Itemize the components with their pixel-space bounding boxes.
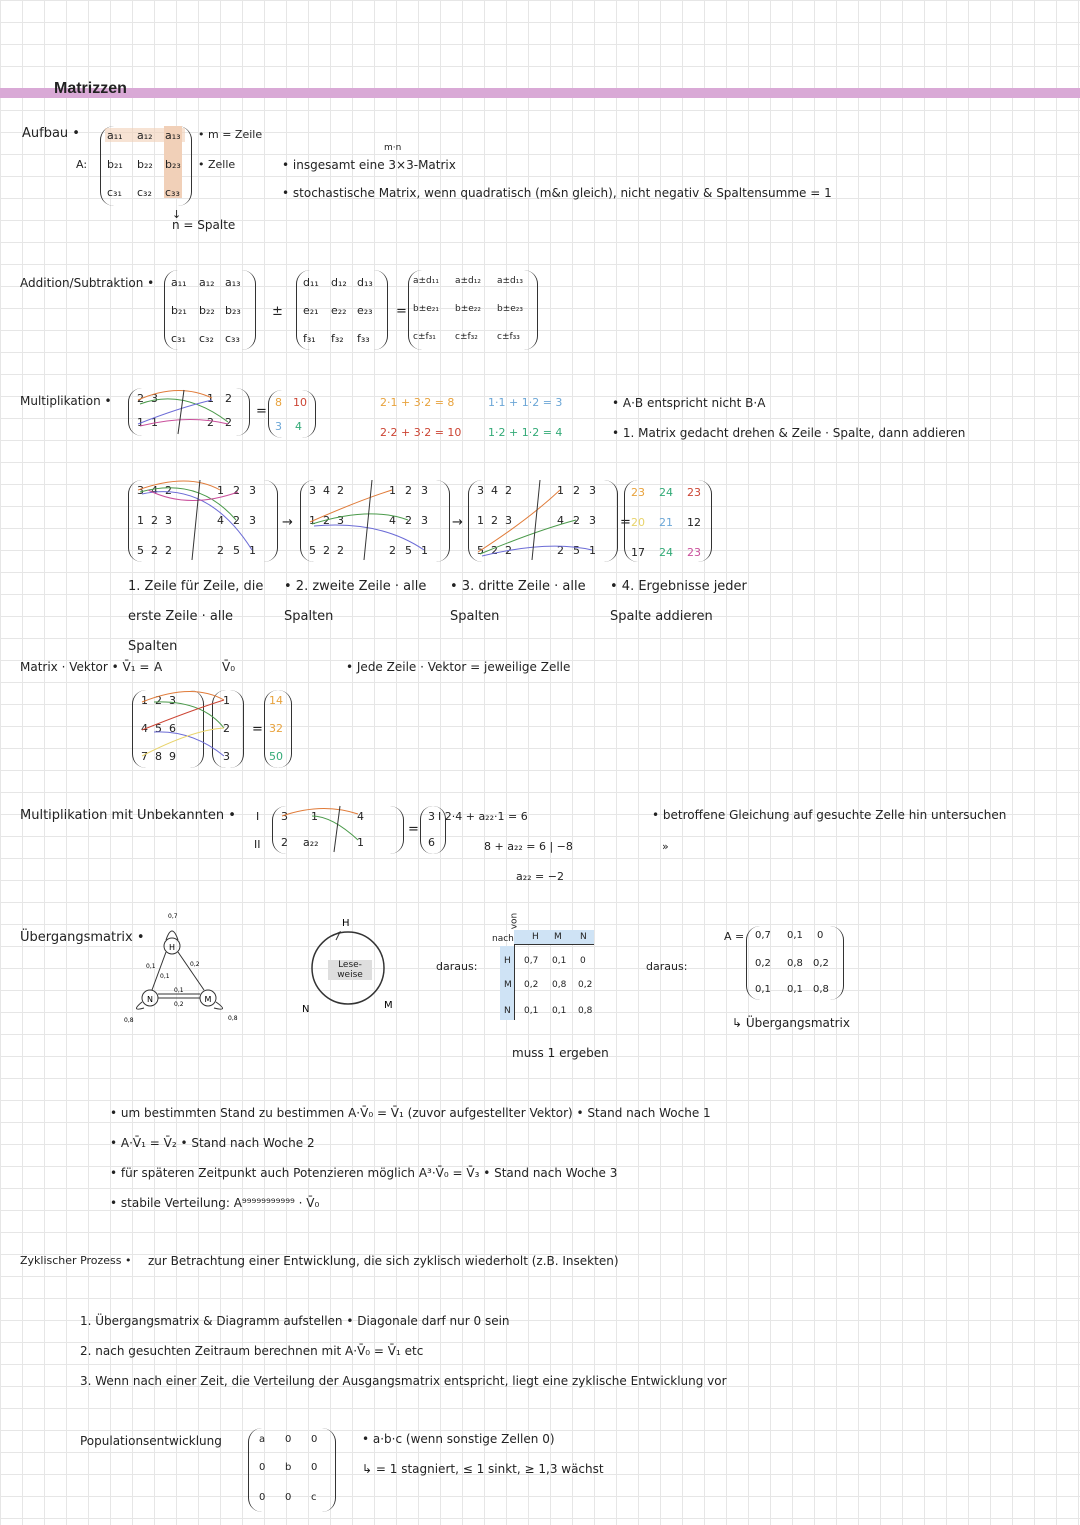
row-label: N [504, 1006, 511, 1016]
cell: 2 [217, 544, 224, 557]
cell: 0,7 [755, 930, 771, 941]
table-vline [514, 944, 515, 1020]
cell: 20 [631, 516, 645, 529]
vektor-a-label: A [154, 660, 163, 674]
cell: 4 [557, 514, 564, 527]
cell: 0,1 [787, 930, 803, 941]
cell: 2 [225, 416, 232, 429]
stand-line-4: • stabile Verteilung: A⁹⁹⁹⁹⁹⁹⁹⁹⁹⁹⁹ · V̄₀ [110, 1196, 320, 1210]
cell: 3 [309, 484, 316, 497]
population-label: Populationsentwicklung [80, 1434, 222, 1448]
cell: 0 [580, 956, 586, 966]
equation-2: 8 + a₂₂ = 6 | −8 [484, 840, 573, 853]
aufbau-matrix [100, 126, 192, 206]
equation-3: a₂₂ = −2 [516, 870, 564, 883]
stand-line-2: • A·V̄₁ = V̄₂ • Stand nach Woche 2 [110, 1136, 315, 1150]
cell: d₁₃ [357, 276, 373, 289]
cell: c₃₁ [171, 332, 186, 345]
cell: a±d₁₃ [497, 276, 523, 286]
cell: 3 [421, 484, 428, 497]
cell: f₃₂ [331, 332, 344, 345]
cell: b [285, 1462, 292, 1473]
vektor-result [264, 690, 292, 768]
cell: c [311, 1492, 317, 1503]
a-matrix [746, 926, 844, 1000]
cell: 23 [687, 546, 701, 559]
cell: 0,1 [552, 956, 567, 966]
cell: a [259, 1434, 266, 1445]
cell: 2 [405, 514, 412, 527]
cell: 5 [477, 544, 484, 557]
mn-note: m·n [384, 143, 402, 153]
cell: 3 [169, 694, 176, 707]
mult-note-2: • 1. Matrix gedacht drehen & Zeile · Spalte, dann addieren [612, 426, 966, 440]
zyklisch-desc: zur Betrachtung einer Entwicklung, die sich zyklisch wiederholt (z.B. Insekten) [148, 1254, 619, 1268]
cell: 4 [217, 514, 224, 527]
cell: f₃₁ [303, 332, 316, 345]
cell: d₁₂ [331, 276, 347, 289]
arrow: → [452, 515, 463, 530]
uebergang-graph [120, 912, 250, 1022]
edge-label: 0,2 [174, 1001, 184, 1008]
vektor-label: Matrix · Vektor • V̄₁ = [20, 660, 150, 674]
cell: a₁₂ [199, 276, 215, 289]
cell: 1 [137, 514, 144, 527]
addition-matrix-1 [164, 270, 256, 350]
a-label: A = [724, 930, 745, 943]
cell: 1 [151, 416, 158, 429]
cell: 4 [151, 484, 158, 497]
cell: b₂₁ [171, 304, 187, 317]
page-title: Matrizzen [54, 80, 127, 97]
cell: 2 [137, 392, 144, 405]
daraus-label-2: daraus: [646, 960, 688, 973]
cell: 1 [389, 484, 396, 497]
cell: 2 [491, 544, 498, 557]
cell: 0 [259, 1492, 266, 1503]
cell: 2 [557, 544, 564, 557]
edge-label: 0,7 [168, 913, 178, 920]
edge-label: 0,1 [160, 973, 170, 980]
cell: 2 [223, 722, 230, 735]
cell: 5 [309, 544, 316, 557]
step-3-text: • 3. dritte Zeile · alle Spalten [450, 579, 586, 624]
cell: 2 [337, 484, 344, 497]
row-II: II [254, 838, 261, 851]
cell: 2 [151, 514, 158, 527]
result-3x3 [624, 480, 712, 562]
step2-arcs [300, 480, 448, 562]
cell: 1 [141, 694, 148, 707]
equals: = [396, 304, 407, 319]
cell: 1 [477, 514, 484, 527]
mult-equals: = [256, 404, 267, 419]
calc-4: 1·2 + 1·2 = 4 [488, 426, 563, 439]
calc-3: 1·1 + 1·2 = 3 [488, 396, 563, 409]
population-note-1: • a·b·c (wenn sonstige Zellen 0) [362, 1432, 555, 1446]
cell: 0 [311, 1462, 318, 1473]
node-label: N [147, 995, 153, 1004]
equals: = [252, 722, 263, 737]
cell: 12 [687, 516, 701, 529]
cell: e₂₂ [331, 304, 347, 317]
cell: 0 [285, 1434, 292, 1445]
population-matrix [248, 1428, 336, 1512]
cell: 21 [659, 516, 673, 529]
step3-arcs [468, 480, 616, 562]
step-2-text: • 2. zweite Zeile · alle Spalten [284, 579, 427, 624]
aufbau-note-2: • stochastische Matrix, wenn quadratisch (m&n gleich), nicht negativ & Spaltensumme = 1 [282, 186, 832, 200]
vektor-v0-label: V̄₀ [222, 660, 236, 674]
cell: e₂₃ [357, 304, 373, 317]
cell: 0,8 [578, 1006, 593, 1016]
node-label: H [168, 943, 176, 952]
cell: 2 [165, 544, 172, 557]
cell: 2 [505, 484, 512, 497]
cell: 2 [225, 392, 232, 405]
cell: b±e₂₁ [413, 304, 440, 314]
cell: 3 [477, 484, 484, 497]
cell: 4 [141, 722, 148, 735]
cell: a₂₂ [303, 836, 319, 849]
edge-label: 0,1 [146, 963, 156, 970]
stand-line-1: • um bestimmten Stand zu bestimmen A·V̄₀ = V̄₁ (zuvor aufgestellter Vektor) • Stand nach Woche 1 [110, 1106, 711, 1120]
cell: 3 [421, 514, 428, 527]
cell: 6 [169, 722, 176, 735]
cell: 10 [293, 396, 307, 409]
cell: 3 [275, 420, 282, 433]
cell: 0,1 [524, 1006, 539, 1016]
unbekannte-note: • betroffene Gleichung auf gesuchte Zelle hin untersuchen [652, 808, 1007, 822]
cell: 2 [389, 544, 396, 557]
cell: 2 [491, 514, 498, 527]
cell: 8 [155, 750, 162, 763]
cell: 3 [249, 514, 256, 527]
cell: 0,8 [813, 984, 829, 995]
cell: 5 [155, 722, 162, 735]
cell: a±d₁₁ [413, 276, 439, 286]
uebergang-table [492, 912, 602, 1028]
cell: 2 [505, 544, 512, 557]
equation-1: I 2·4 + a₂₂·1 = 6 [438, 810, 528, 823]
cell: b₂₂ [137, 158, 153, 171]
cell: c₃₂ [199, 332, 214, 345]
cell: 1 [207, 392, 214, 405]
cell: 0,2 [755, 958, 771, 969]
cell: c₃₁ [107, 186, 122, 199]
von-label: von [509, 912, 520, 930]
cell: 1 [223, 694, 230, 707]
cell: a₁₁ [107, 129, 123, 142]
aufbau-note-1: • insgesamt eine 3×3-Matrix [282, 158, 456, 172]
n-spalte-note: n = Spalte [172, 218, 236, 232]
cell: 1 [589, 544, 596, 557]
cell: 1 [137, 416, 144, 429]
edge-label: 0,8 [124, 1017, 134, 1024]
aufbau-a-label: A: [76, 158, 88, 171]
cell: 3 [281, 810, 288, 823]
cell: b₂₁ [107, 158, 123, 171]
cell: 2 [405, 484, 412, 497]
cell: 1 [311, 810, 318, 823]
addition-matrix-2 [296, 270, 388, 350]
cell: 0,2 [578, 980, 593, 990]
cell: 0,2 [813, 958, 829, 969]
cell: b₂₂ [199, 304, 215, 317]
cell: 6 [428, 836, 435, 849]
cell: b±e₂₂ [455, 304, 482, 314]
cell: 0,7 [524, 956, 539, 966]
cell: b₂₃ [165, 158, 181, 171]
cell: d₁₁ [303, 276, 319, 289]
uebergang-caption: ↳ Übergangsmatrix [732, 1016, 850, 1030]
cell: 5 [137, 544, 144, 557]
cycle-node: M [384, 1000, 393, 1011]
cell: c₃₃ [225, 332, 240, 345]
cell: 1 [421, 544, 428, 557]
stand-line-3: • für späteren Zeitpunkt auch Potenzieren möglich A³·V̄₀ = V̄₃ • Stand nach Woche 3 [110, 1166, 618, 1180]
step-4-text: • 4. Ergebnisse jeder Spalte addieren [610, 579, 747, 624]
cell: 0 [285, 1492, 292, 1503]
cell: 0,1 [552, 1006, 567, 1016]
cell: 2 [233, 484, 240, 497]
cell: 2 [233, 514, 240, 527]
step-1-text: 1. Zeile für Zeile, die erste Zeile · alle Spalten [128, 579, 264, 654]
cell: 3 [223, 750, 230, 763]
edge-label: 0,2 [190, 961, 200, 968]
equals: = [408, 822, 419, 837]
cell: 4 [357, 810, 364, 823]
cell: 2 [573, 514, 580, 527]
col-head: M [554, 932, 562, 942]
cell: a₁₂ [137, 129, 153, 142]
mult-result [268, 390, 316, 438]
cell: 23 [631, 486, 645, 499]
cell: b₂₃ [225, 304, 241, 317]
cell: 3 [151, 392, 158, 405]
cell: 0,1 [787, 984, 803, 995]
cycle-node: H [342, 918, 350, 929]
cell: 3 [165, 514, 172, 527]
daraus-label-1: daraus: [436, 960, 478, 973]
col-head: N [580, 932, 587, 942]
cell: 1 [357, 836, 364, 849]
edge-label: 0,8 [228, 1015, 238, 1022]
cell: a±d₁₂ [455, 276, 481, 286]
lese-weise-label: Lese-weise [328, 960, 372, 980]
cell: 0,8 [552, 980, 567, 990]
zyklisch-label: Zyklischer Prozess • [20, 1254, 132, 1267]
edge-label: 0,1 [174, 987, 184, 994]
cell: 24 [659, 486, 673, 499]
cycle-node: N [302, 1004, 310, 1015]
node-label: M [204, 995, 212, 1004]
cell: 17 [631, 546, 645, 559]
addition-label: Addition/Subtraktion • [20, 276, 155, 290]
cell: 5 [233, 544, 240, 557]
cell: a₁₃ [225, 276, 241, 289]
muss-note: muss 1 ergeben [512, 1046, 609, 1060]
cell: 2 [207, 416, 214, 429]
cell: 2 [165, 484, 172, 497]
down-arrow: ↓ [172, 208, 182, 221]
cell: 2 [281, 836, 288, 849]
cell: a₁₃ [165, 129, 181, 142]
cell: 2 [155, 694, 162, 707]
multiplikation-label: Multiplikation • [20, 394, 112, 408]
cell: 23 [687, 486, 701, 499]
zyklisch-step-3: 3. Wenn nach einer Zeit, die Verteilung der Ausgangsmatrix entspricht, liegt eine zyklische Entwicklung vor [80, 1374, 727, 1388]
cell: 0,8 [787, 958, 803, 969]
cell: 3 [137, 484, 144, 497]
cell: 9 [169, 750, 176, 763]
cell: 2 [323, 544, 330, 557]
cell: c₃₂ [137, 186, 152, 199]
cell: c±f₃₁ [413, 332, 436, 342]
cell: 0,2 [524, 980, 539, 990]
cell: 0 [817, 930, 824, 941]
zelle-note: • Zelle [198, 158, 236, 171]
cell: 5 [405, 544, 412, 557]
cell: 2 [573, 484, 580, 497]
cell: 3 [589, 514, 596, 527]
zyklisch-step-2: 2. nach gesuchten Zeitraum berechnen mit A·V̄₀ = V̄₁ etc [80, 1344, 424, 1358]
cell: a₁₁ [171, 276, 187, 289]
cell: 2 [151, 544, 158, 557]
m-zeile-note: • m = Zeile [198, 128, 263, 141]
row-label: M [504, 980, 512, 990]
population-note-2: ↳ = 1 stagniert, ≤ 1 sinkt, ≥ 1,3 wächst [362, 1462, 604, 1476]
equals: = [620, 515, 631, 530]
arrow: → [282, 515, 293, 530]
calc-2: 2·2 + 3·2 = 10 [380, 426, 462, 439]
addition-matrix-result [408, 270, 538, 350]
calc-1: 2·1 + 3·2 = 8 [380, 396, 455, 409]
unbekannte-arcs [272, 806, 402, 854]
step1-arcs [128, 480, 276, 562]
cell: 2 [337, 544, 344, 557]
cell: c±f₃₂ [455, 332, 478, 342]
cell: 1 [217, 484, 224, 497]
mult-arcs [128, 388, 248, 436]
cell: 1 [557, 484, 564, 497]
cell: 0,1 [755, 984, 771, 995]
cell: 3 [589, 484, 596, 497]
aufbau-label: Aufbau • [22, 126, 80, 141]
nach-label: nach [492, 934, 514, 944]
cell: 3 [428, 810, 435, 823]
unbekannte-label: Multiplikation mit Unbekannten • [20, 808, 236, 823]
cell: 1 [309, 514, 316, 527]
cell: 3 [505, 514, 512, 527]
vektor-arcs [132, 690, 244, 768]
table-hline [514, 944, 594, 945]
cell: 50 [269, 750, 283, 763]
plus-minus: ± [272, 304, 283, 319]
cell: 7 [141, 750, 148, 763]
cell: b±e₂₃ [497, 304, 524, 314]
mult-note-1: • A·B entspricht nicht B·A [612, 396, 766, 410]
cell: 1 [249, 544, 256, 557]
cell: 4 [389, 514, 396, 527]
uebergang-label: Übergangsmatrix • [20, 930, 145, 945]
title-highlight [0, 88, 1080, 98]
cell: 32 [269, 722, 283, 735]
cell: e₂₁ [303, 304, 319, 317]
vektor-note: • Jede Zeile · Vektor = jeweilige Zelle [346, 660, 571, 674]
cell: 0 [311, 1434, 318, 1445]
cell: 14 [269, 694, 283, 707]
row-I: I [256, 810, 260, 823]
cell: 4 [491, 484, 498, 497]
col-head: H [532, 932, 539, 942]
unbekannte-arrow: » [662, 840, 669, 853]
cell: 3 [337, 514, 344, 527]
cell: 2 [323, 514, 330, 527]
cell: 24 [659, 546, 673, 559]
cell: 0 [259, 1462, 266, 1473]
cell: 3 [249, 484, 256, 497]
cell: 5 [573, 544, 580, 557]
zyklisch-step-1: 1. Übergangsmatrix & Diagramm aufstellen • Diagonale darf nur 0 sein [80, 1314, 510, 1328]
cell: c₃₃ [165, 186, 180, 199]
cell: 4 [295, 420, 302, 433]
cell: 4 [323, 484, 330, 497]
cell: 8 [275, 396, 282, 409]
cell: f₃₃ [357, 332, 370, 345]
cell: c±f₃₃ [497, 332, 520, 342]
row-label: H [504, 956, 511, 966]
